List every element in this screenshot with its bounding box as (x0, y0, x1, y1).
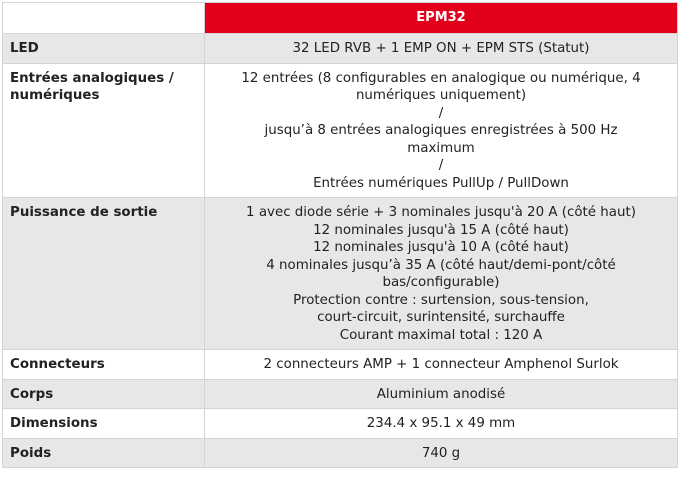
header-row (3, 3, 678, 34)
row-led (3, 34, 678, 64)
row-inputs (3, 63, 678, 198)
value-line: jusqu’à 8 entrées analogiques enregistrées à 500 Hz (264, 123, 618, 138)
value-line: / (438, 105, 444, 121)
row-connectors (3, 350, 678, 380)
row-weight (3, 438, 678, 468)
spec-table (2, 2, 678, 468)
value-line: / (438, 158, 444, 173)
row-body (3, 379, 678, 409)
row-label: Dimensions (3, 409, 205, 439)
value-line: 1 avec diode série + 3 nominales jusqu'à 20 A (côté haut) (246, 205, 636, 220)
header-blank-cell (3, 3, 205, 34)
value-line: 4 nominales jusqu’à 35 A (côté haut/demi-pont/côté (266, 257, 616, 273)
row-label-line: numériques (10, 88, 100, 103)
value-line: 234.4 x 95.1 x 49 mm (366, 416, 516, 431)
value-line: 2 connecteurs AMP + 1 connecteur Amphenol Surlok (263, 357, 619, 372)
value-line: Protection contre : surtension, sous-tension, (293, 292, 589, 308)
row-value (205, 379, 678, 409)
row-power (3, 198, 678, 350)
value-line: 12 entrées (8 configurables en analogique ou numérique, 4 (241, 70, 641, 86)
row-label: LED (3, 34, 205, 64)
row-value (205, 63, 678, 198)
value-line: court-circuit, surintensité, surchauffe (317, 310, 565, 325)
value-line: 12 nominales jusqu'à 10 A (côté haut) (313, 240, 569, 255)
value-line: Courant maximal total : 120 A (339, 327, 543, 343)
row-value (205, 34, 678, 64)
value-line: maximum (407, 140, 475, 156)
row-value (205, 198, 678, 350)
row-value (205, 409, 678, 439)
row-value (205, 350, 678, 380)
row-label-line: Entrées analogiques / (10, 70, 174, 86)
row-label: Poids (3, 438, 205, 468)
value-line: 32 LED RVB + 1 EMP ON + EPM STS (Statut) (292, 41, 590, 56)
row-dimensions (3, 409, 678, 439)
row-label: Corps (3, 379, 205, 409)
value-line: Entrées numériques PullUp / PullDown (313, 175, 569, 191)
value-line: bas/configurable) (382, 275, 500, 290)
header-model: EPM32 (205, 3, 678, 34)
value-line: Aluminium anodisé (376, 386, 506, 402)
row-label (3, 63, 205, 198)
row-label: Puissance de sortie (3, 198, 205, 350)
row-label: Connecteurs (3, 350, 205, 380)
value-line: 12 nominales jusqu'à 15 A (côté haut) (313, 222, 569, 238)
value-line: 740 g (421, 445, 461, 461)
row-value (205, 438, 678, 468)
value-line: numériques uniquement) (355, 88, 527, 103)
